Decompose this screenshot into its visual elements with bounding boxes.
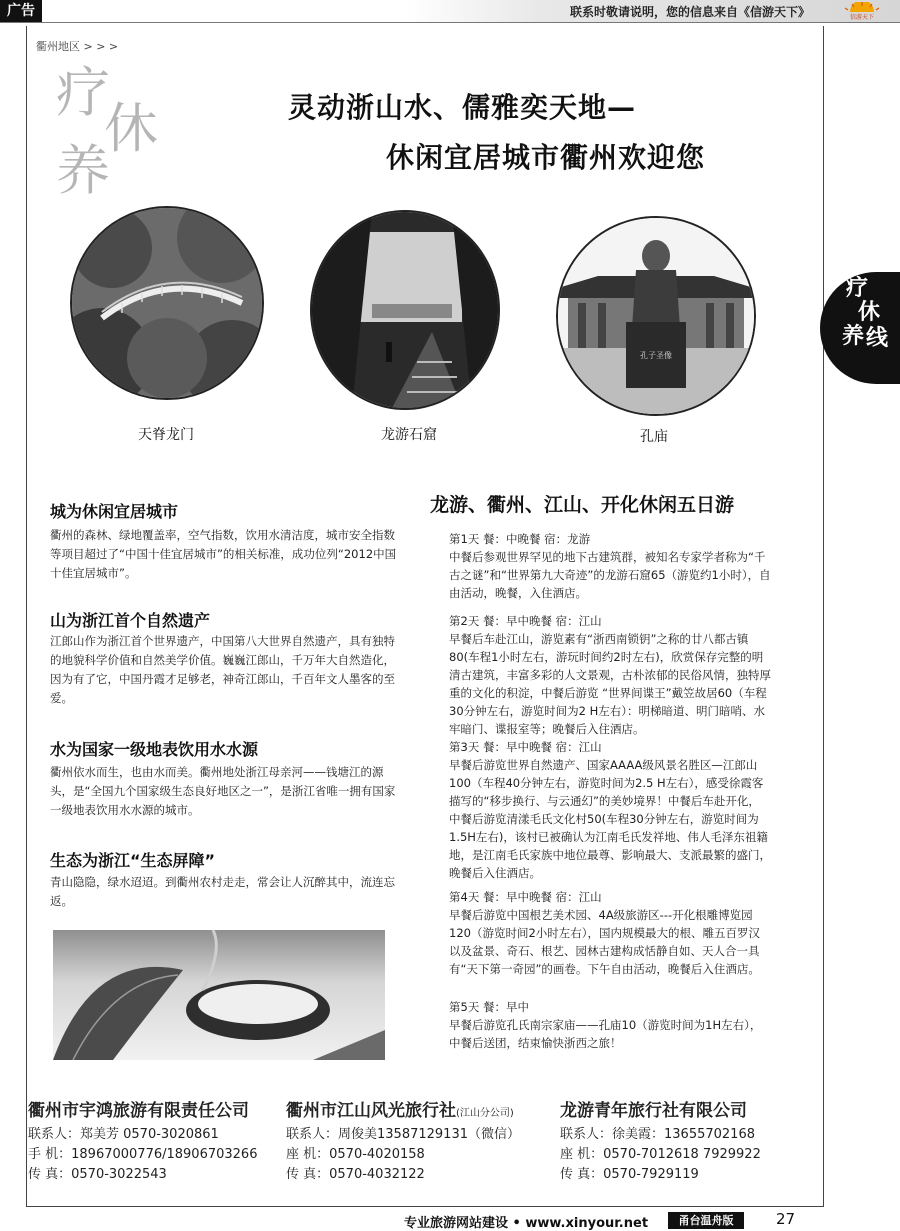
footer-slogan: 专业旅游网站建设 • www.xinyour.net	[404, 1216, 649, 1231]
itinerary-day-4	[449, 888, 771, 978]
agency-contact: 联系人：郑美芳 0570-3020861	[28, 1127, 219, 1142]
deco-char-xiu: 休	[104, 97, 158, 160]
tour-title: 龙游、衢州、江山、开化休闲五日游	[430, 494, 735, 516]
section-body-water: 衢州依水而生，也由水而美。衢州地处浙江母亲河——钱塘江的源头，是“全国九个国家级生态良好地区之一”，是浙江省唯一拥有国家一级地表饮用水水源的城市。	[50, 765, 396, 817]
agency-phone: 座 机：0570-7012618 7929922	[560, 1147, 761, 1162]
agency-fax: 传 真：0570-7929119	[560, 1167, 699, 1182]
agency-fax: 传 真：0570-3022543	[28, 1167, 167, 1182]
day-2-body: 早餐后车赴江山，游览素有“浙西南锁钥”之称的廿八都古镇80(车程1小时左右，游玩时间约2时左右)，欣赏保存完整的明清古建筑，丰富多彩的人文景观，古朴浓郁的民俗风情，独特厚重的文化的积淀，中餐后游览 “世界间谍王”戴笠故居60（车程30分钟左右，游览时间为2 H左右）：明梯暗道、明门暗哨、水牢暗门、谍报室等；晚餐后入住酒店。	[449, 632, 771, 736]
day-5-heading: 第5天 餐：早中	[449, 1000, 529, 1014]
page-number: 27	[776, 1210, 796, 1228]
photo-tianji-longmen	[70, 206, 264, 400]
itinerary-day-2	[449, 612, 771, 738]
section-body-city: 衢州的森林、绿地覆盖率，空气指数，饮用水清洁度，城市安全指数等项目超过了“中国十佳宜居城市”的相关标准，成功位列“2012中国十佳宜居城市”。	[50, 528, 397, 580]
side-tab-char-4: 线	[866, 326, 889, 351]
headline-line-1: 灵动浙山水、儒雅奕天地—	[288, 91, 637, 124]
itinerary-day-1	[449, 530, 771, 602]
caption-confucius-temple: 孔庙	[640, 429, 668, 445]
agency-name: 衢州市宇鸿旅游有限责任公司	[28, 1101, 249, 1121]
day-3-body: 早餐后游览世界自然遗产、国家AAAA级风景名胜区—江郎山100（车程40分钟左右，游览时间为2.5 H左右），感受徐霞客描写的“移步换行、与云通幻”的美妙境界！中餐后车赴开化，中餐后游览清漾毛氏文化村50(车程30分钟左右，游览时间为1.5H左右)，该村已被确认为江南毛氏发祥地、伟人毛泽东祖籍地，是江南毛氏家族中地位最尊、影响最大、支派最繁的盛门，晚餐后入住酒店。	[449, 758, 771, 880]
agency-longyou-youth	[560, 1096, 800, 1185]
day-4-body: 早餐后游览中国根艺美术园、4A级旅游区---开化根雕博览园120（游览时间2小时左右），国内规模最大的根、雕五百罗汉以及盆景、奇石、根艺、园林古建构成恬静自如、天人合一具有“天下第一奇园”的画卷。下午自由活动，晚餐后入住酒店。	[449, 908, 761, 976]
source-notice: 联系时敬请说明，您的信息来自《信游天下》	[569, 5, 810, 19]
agency-mobile: 手 机：18967000776/18906703266	[28, 1147, 258, 1162]
svg-text:孔子圣像: 孔子圣像	[640, 351, 672, 360]
xinyou-logo	[838, 2, 886, 20]
agency-fax: 传 真：0570-4032122	[286, 1167, 425, 1182]
ad-label: 广告	[0, 0, 42, 22]
agency-contact: 联系人：徐美霞：13655702168	[560, 1127, 755, 1142]
agency-phone: 座 机：0570-4020158	[286, 1147, 425, 1162]
itinerary-day-3	[449, 738, 771, 882]
day-2-heading: 第2天 餐：早中晚餐 宿：江山	[449, 614, 602, 628]
caption-longyou-grotto: 龙游石窟	[381, 427, 437, 443]
agency-name: 衢州市江山风光旅行社(江山分公司)	[286, 1101, 514, 1121]
day-5-body: 早餐后游览孔氏南宗家庙——孔庙10（游览时间为1H左右），中餐后送团，结束愉快浙西之旅！	[449, 1018, 762, 1050]
side-tab-char-3: 养	[842, 324, 865, 349]
agency-yuhong	[28, 1096, 284, 1185]
region-label: 衢州地区 > > >	[36, 40, 119, 53]
agency-jiangshan-fengguang	[286, 1096, 554, 1185]
section-body-mountain: 江郎山作为浙江首个世界遗产，中国第八大世界自然遗产，具有独特的地貌科学价值和自然美学价值。巍巍江郎山，千万年大自然造化，因为有了它，中国丹霞才足够老，神奇江郎山，千百年文人墨客的至爱。	[50, 634, 395, 705]
deco-char-liao: 疗	[56, 61, 110, 124]
day-1-heading: 第1天 餐：中晚餐 宿：龙游	[449, 532, 591, 546]
agency-branch-note: (江山分公司)	[456, 1108, 514, 1119]
edition-badge: 甬台温舟版	[668, 1212, 744, 1229]
agency-name: 龙游青年旅行社有限公司	[560, 1101, 747, 1121]
photo-longyou-grotto	[310, 210, 500, 410]
side-tab-char-2: 休	[858, 300, 881, 325]
day-3-heading: 第3天 餐：早中晚餐 宿：江山	[449, 740, 602, 754]
caption-tianji-longmen: 天脊龙门	[138, 427, 194, 443]
day-1-body: 中餐后参观世界罕见的地下古建筑群，被知名专家学者称为“千古之谜”和“世界第九大奇迹”的龙游石窟65（游览约1小时），自由活动，晚餐，入住酒店。	[449, 550, 771, 600]
section-body-ecology: 青山隐隐，绿水迢迢。到衢州农村走走，常会让人沉醉其中，流连忘返。	[50, 875, 395, 908]
rice-bowl-photo	[53, 930, 385, 1060]
side-tab	[820, 272, 900, 384]
day-4-heading: 第4天 餐：早中晚餐 宿：江山	[449, 890, 602, 904]
photo-confucius-temple	[556, 216, 756, 416]
section-title-mountain: 山为浙江首个自然遗产	[50, 611, 211, 630]
headline-line-2: 休闲宜居城市衢州欢迎您	[386, 141, 706, 174]
agency-contact: 联系人：周俊美13587129131（微信）	[286, 1127, 520, 1142]
itinerary-day-5	[449, 998, 771, 1052]
section-title-city: 城为休闲宜居城市	[50, 502, 179, 521]
svg-text:信游天下: 信游天下	[849, 14, 875, 20]
section-title-water: 水为国家一级地表饮用水水源	[50, 740, 259, 759]
side-tab-char-1: 疗	[846, 276, 869, 301]
section-title-ecology: 生态为浙江“生态屏障”	[50, 851, 216, 870]
deco-char-yang: 养	[56, 139, 110, 202]
